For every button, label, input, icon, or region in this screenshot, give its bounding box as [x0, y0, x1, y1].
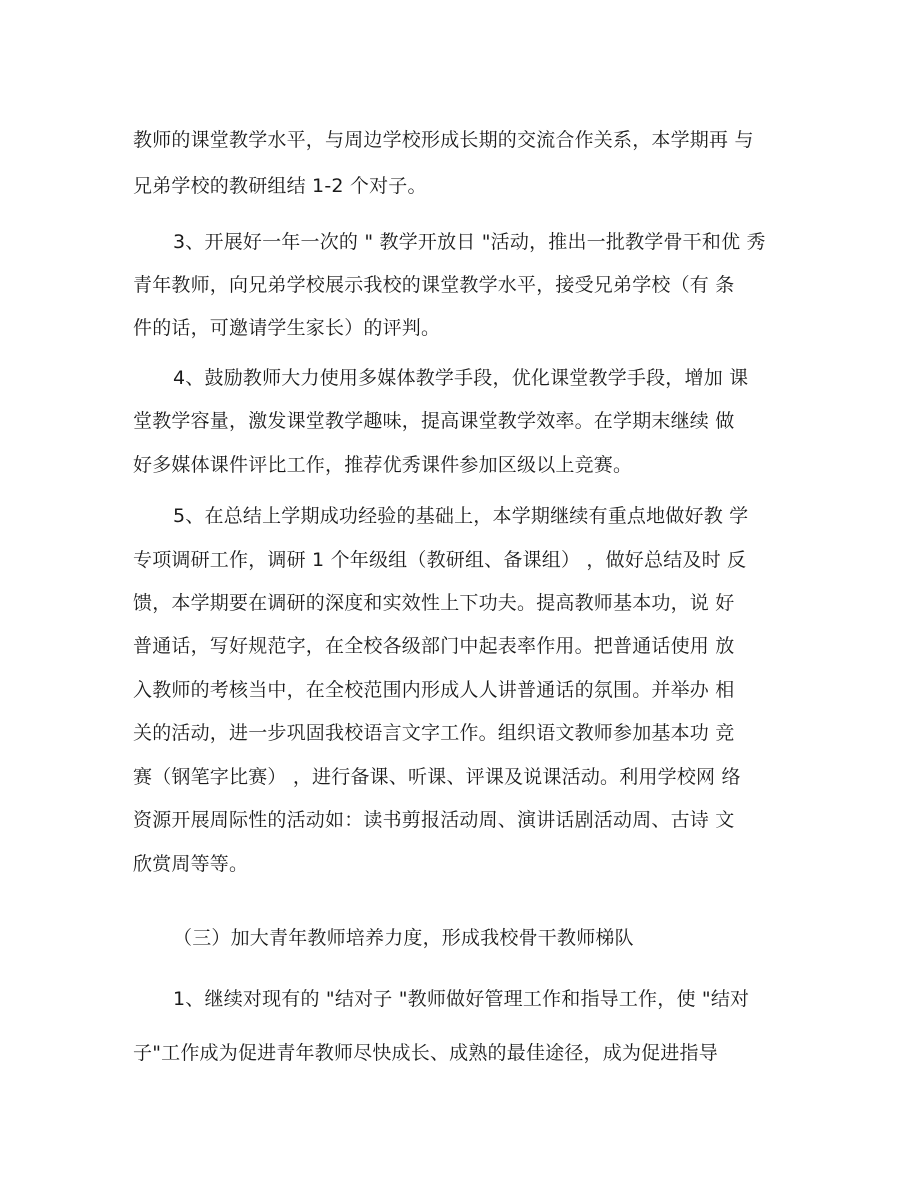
paragraph-line: 教师的课堂教学水平，与周边学校形成长期的交流合作关系，本学期再 与 [133, 129, 754, 151]
paragraph-line: 资源开展周际性的活动如：读书剪报活动周、演讲话剧活动周、古诗 文 [133, 809, 735, 831]
paragraph-line: 5、在总结上学期成功经验的基础上，本学期继续有重点地做好教 学 [173, 505, 749, 527]
section-heading: （三）加大青年教师培养力度，形成我校骨干教师梯队 [173, 927, 634, 949]
paragraph-line: 兄弟学校的教研组结 1-2 个对子。 [133, 175, 427, 197]
paragraph-line: 赛（钢笔字比赛） ，进行备课、听课、评课及说课活动。利用学校网 络 [133, 766, 741, 788]
paragraph-line: 3、开展好一年一次的 " 教学开放日 "活动，推出一批教学骨干和优 秀 [173, 231, 766, 253]
paragraph-line: 入教师的考核当中，在全校范围内形成人人讲普通话的氛围。并举办 相 [133, 679, 735, 701]
paragraph-line: 专项调研工作，调研 1 个年级组（教研组、备课组） ，做好总结及时 反 [133, 549, 747, 571]
paragraph-line: 件的话，可邀请学生家长）的评判。 [133, 317, 441, 339]
paragraph-line: 关的活动，进一步巩固我校语言文字工作。组织语文教师参加基本功 竞 [133, 722, 735, 744]
paragraph-line: 子"工作成为促进青年教师尽快成长、成熟的最佳途径，成为促进指导 [133, 1042, 718, 1064]
paragraph-line: 馈，本学期要在调研的深度和实效性上下功夫。提高教师基本功，说 好 [133, 592, 735, 614]
paragraph-line: 好多媒体课件评比工作，推荐优秀课件参加区级以上竞赛。 [133, 454, 633, 476]
paragraph-line: 1、继续对现有的 "结对子 "教师做好管理工作和指导工作，使 "结对 [173, 988, 750, 1010]
paragraph-line: 青年教师，向兄弟学校展示我校的课堂教学水平，接受兄弟学校（有 条 [133, 274, 735, 296]
paragraph-line: 4、鼓励教师大力使用多媒体教学手段，优化课堂教学手段，增加 课 [173, 367, 749, 389]
paragraph-line: 欣赏周等等。 [133, 853, 249, 875]
paragraph-line: 普通话，写好规范字，在全校各级部门中起表率作用。把普通话使用 放 [133, 635, 735, 657]
paragraph-line: 堂教学容量，激发课堂教学趣味，提高课堂教学效率。在学期末继续 做 [133, 410, 735, 432]
